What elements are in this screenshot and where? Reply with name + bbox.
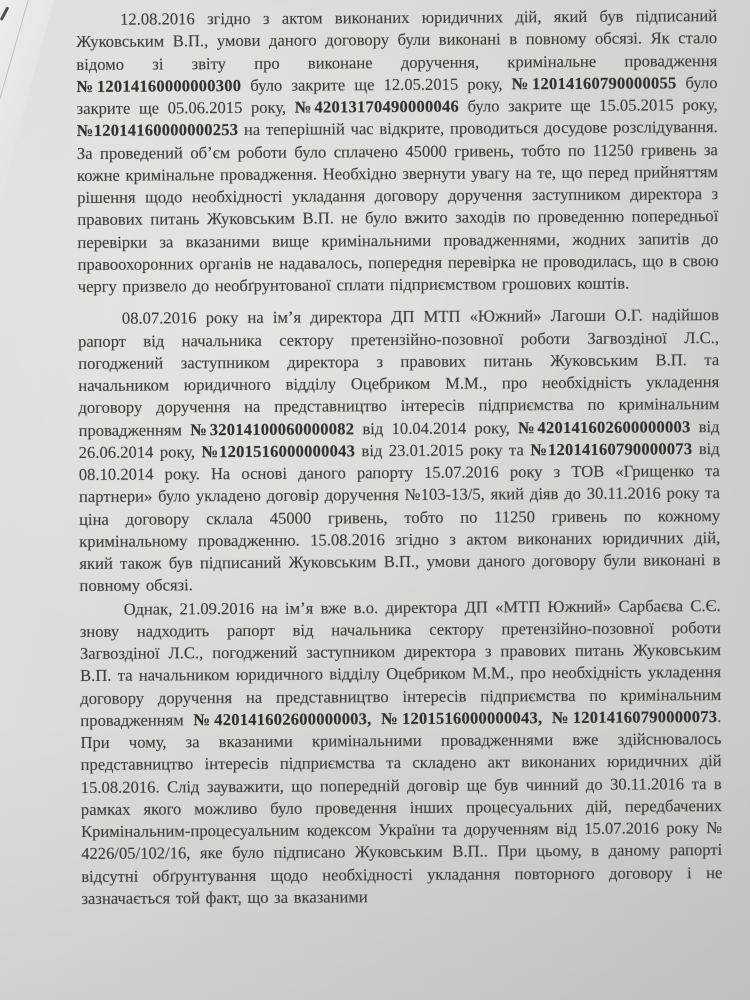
text-run: від 08.10.2014 року. На основі даного рапорту 15.07.2016 року з ТОВ «Грищенко та партнери» було укладено договір доручення №103-13/5, який діяв до 30.11.2016 року та ціна договору склала 45000 гривень, тобто по 11250 гривень по кожному кримінальному провадженню. 15.08.2016 згідно з актом виконаних юридичних дій, який також був підписаний Жуковським В.П., умови даного договору були виконані в повному обсязі. xyxy=(78,438,727,596)
case-number-bold: №12014160790000073 xyxy=(530,438,693,459)
paragraph-3 xyxy=(79,595,729,910)
document-text-block xyxy=(76,5,729,910)
text-run: 08.07.2016 року на ім’я директора ДП МТП «Южний» Лагоши О.Г. надійшов рапорт від начальника сектору претензійно-позовної роботи Загвоздіної Л.С., погоджений заступником директора з правових питань Жуковським В.П. та начальником юридичного відділу Оцебриком М.М., про необхідність укладення договору доручення на представництво інтересів підприємства по кримінальним провадженням xyxy=(77,305,726,440)
text-run: . При чому, за вказаними кримінальними провадженнями вже здійснювалось представництво інтересів підприємства та складено акт виконаних юридичних дій 15.08.2016. Слід зауважити, що попередній договір ще був чинний до 30.11.2016 та в рамках якого можливо було проведення інших процесуальних дій, передбачених Кримінальним-процесуальним кодексом України та дорученням від 15.07.2016 року № 4226/05/102/16, яке було підписано Жуковським В.П.. При цьому, в даному рапорті відсутні обґрунтування щодо необхідності укладання повторного договору і не зазначається той факт, що за вказаними xyxy=(80,706,729,908)
case-number-bold: №420141602600000003, xyxy=(193,708,372,730)
case-number-bold: №12014160790000055 xyxy=(511,73,677,94)
text-run xyxy=(371,709,381,728)
text-run: на теперішній час відкрите, проводиться досудове розслідування. За проведений об’єм роботи було сплачено 45000 гривень, тобто по 11250 гривень за кожне кримінальне провадження. Необхідно звернути увагу на те, що перед прийняттям рішення щодо необхідності укладання договору доручення заступником директора з правових питань Жуковським В.П. не було вжито заходів по проведенню попередньої перевірки за вказаними вище кримінальними провадженнями, жодних запитів до правоохоронних органів не надавалось, попередня перевірка не проводилась, що в свою чергу призвело до необґрунтованої сплати підприємством грошових коштів. xyxy=(76,117,725,296)
case-number-bold: №12014160790000073 xyxy=(551,706,718,727)
text-run: було закрите ще 15.05.2015 року, xyxy=(458,95,724,116)
paragraph-2 xyxy=(77,304,727,597)
case-number-bold: №12014160000000300 xyxy=(76,75,242,96)
case-number-bold: №12014160000000253 xyxy=(76,120,239,141)
case-number-bold: №420141602600000003 xyxy=(517,416,691,437)
text-run: було закрите ще 05.06.2015 року, xyxy=(76,72,724,118)
text-run: було закрите ще 12.05.2015 року, xyxy=(241,74,512,95)
text-run: від 26.06.2014 року, xyxy=(78,416,726,462)
case-number-bold: №1201516000000043, xyxy=(381,707,543,728)
case-number-bold: №32014100060000082 xyxy=(190,418,355,439)
paragraph-1 xyxy=(76,5,725,298)
page-corner-highlight xyxy=(0,0,54,200)
text-run: Однак, 21.09.2016 на ім’я вже в.о. директора ДП «МТП Южний» Сарбаєва С.Є. знову надходить рапорт від начальника сектору претензійно-позовної роботи Загвоздіної Л.С., погоджений заступником директора з правових питань Жуковським В.П. та начальником юридичного відділу Оцебриком М.М., про необхідність укладення договору доручення на представництво інтересів підприємства по кримінальним провадженням xyxy=(79,595,727,730)
text-run: 12.08.2016 згідно з актом виконаних юридичних дій, який був підписаний Жуковським В.П., умови даного договору були виконані в повному обсязі. Як стало відомо зі звіту про виконане доручення, кримінальне провадження xyxy=(76,6,724,74)
case-number-bold: №42013170490000046 xyxy=(294,96,460,117)
text-run: від 10.04.2014 року, xyxy=(354,417,519,438)
text-run: від 23.01.2015 року та xyxy=(354,439,531,461)
case-number-bold: №1201516000000043 xyxy=(201,441,356,461)
text-run xyxy=(542,708,552,727)
